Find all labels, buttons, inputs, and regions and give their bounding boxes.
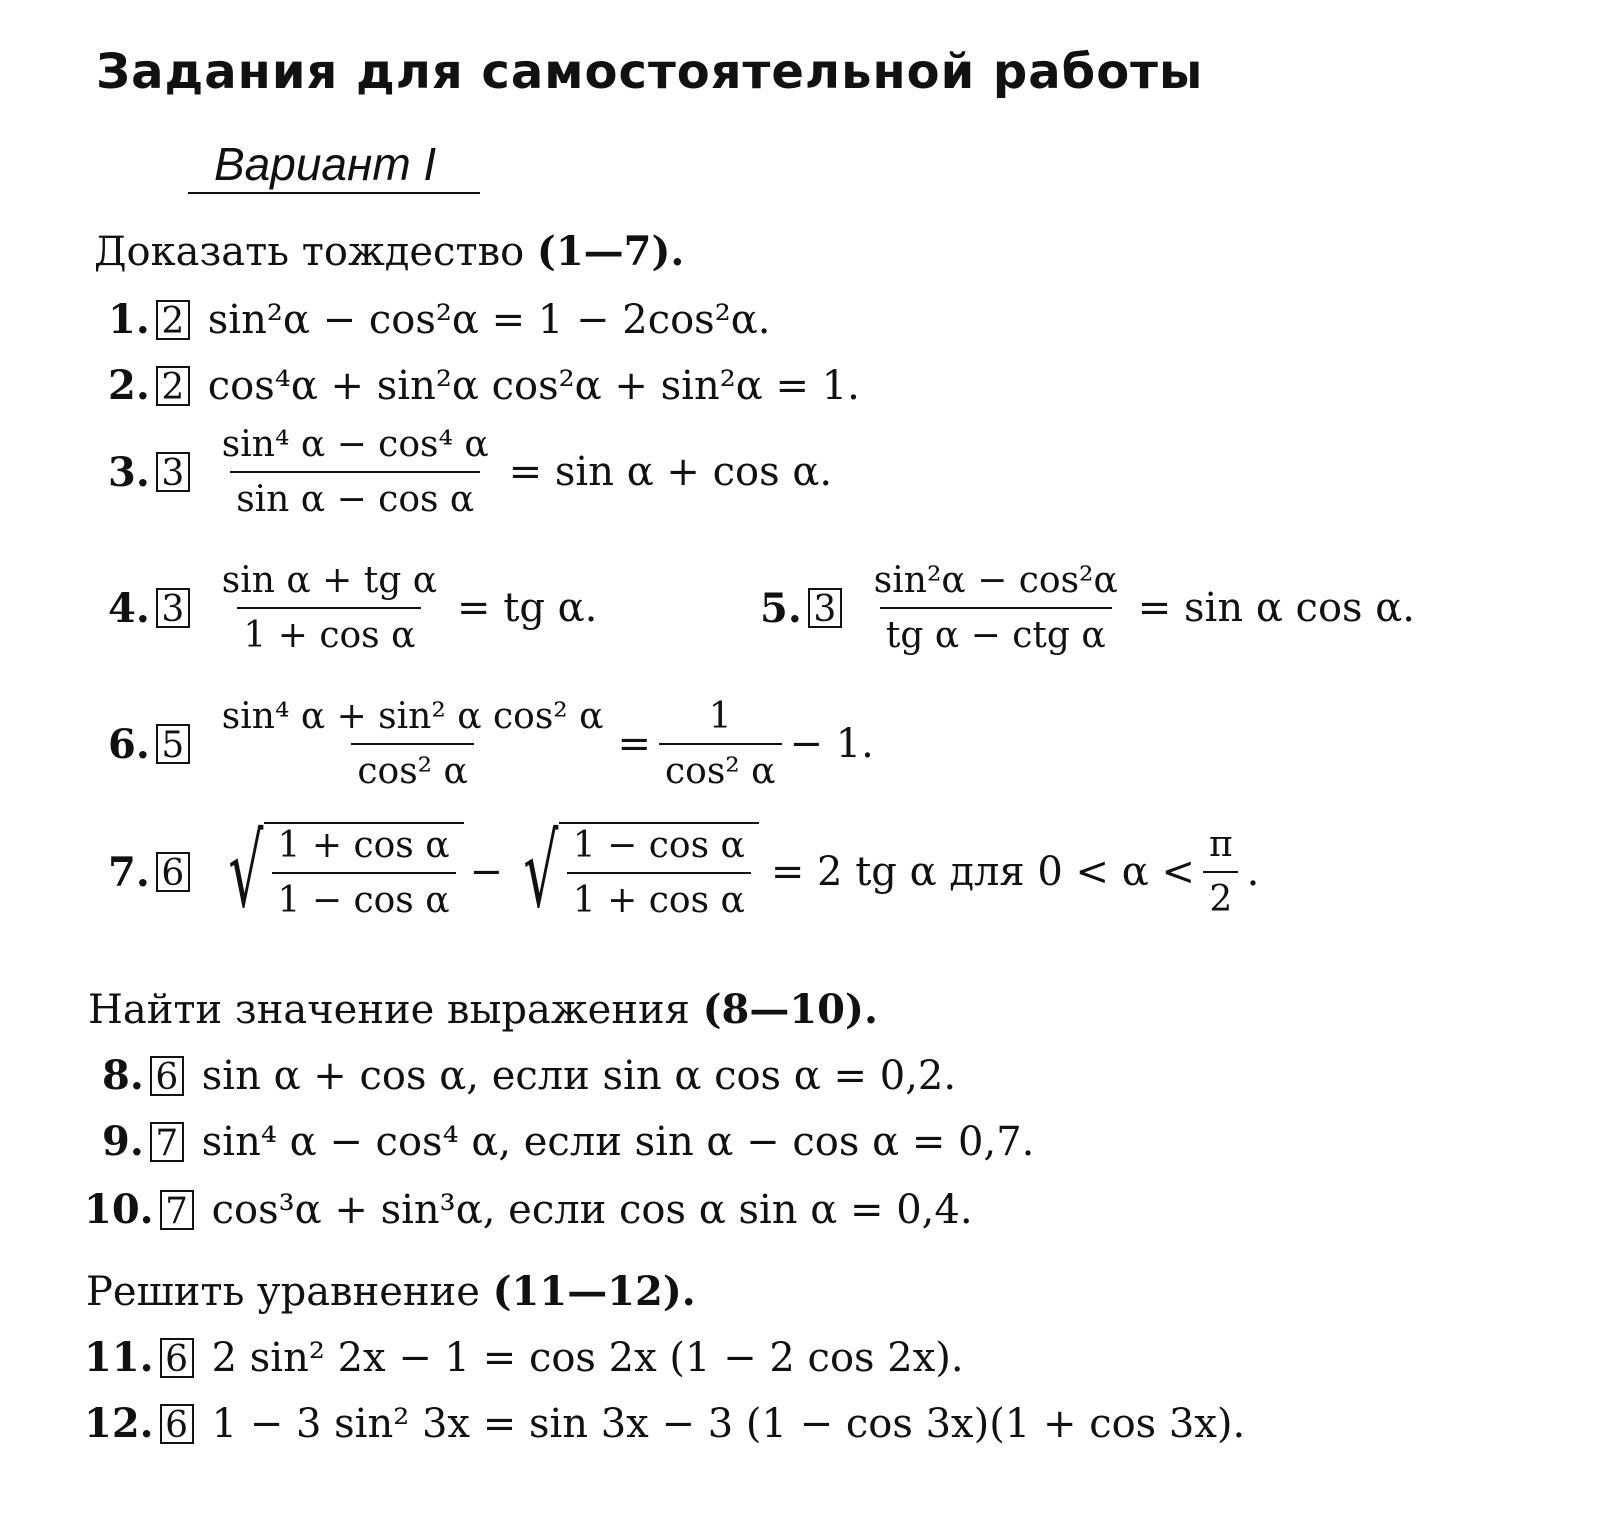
section-range: (11—12).: [492, 1268, 696, 1315]
section-heading-text: Найти значение выражения: [88, 987, 690, 1033]
task-expression: 2 sin² 2x − 1 = cos 2x (1 − 2 cos 2x).: [211, 1334, 964, 1381]
fraction: [567, 825, 751, 921]
task-7: [108, 813, 1260, 930]
task-expression: sin α + cos α, если sin α cos α = 0,2.: [201, 1052, 957, 1099]
task-end: .: [1246, 849, 1260, 895]
section-range: (8—10).: [702, 986, 878, 1033]
difficulty-box: 7: [160, 1190, 194, 1230]
difficulty-box: 3: [156, 588, 190, 628]
task-10: [84, 1186, 973, 1233]
fraction-second: [659, 696, 782, 792]
fraction-numerator: π: [1208, 824, 1233, 865]
minus-sign: −: [469, 849, 504, 895]
difficulty-box: 6: [160, 1338, 194, 1378]
task-rest: = sin α cos α.: [1137, 585, 1416, 631]
task-6: [108, 696, 874, 792]
fraction-numerator: 1: [708, 696, 732, 737]
fraction-pi-half: [1203, 824, 1239, 920]
section-heading-evaluate: [88, 986, 878, 1033]
radical-icon: √: [523, 813, 559, 930]
section-heading-text: Решить уравнение: [86, 1269, 480, 1315]
fraction-denominator: 2: [1203, 871, 1238, 920]
task-4: [108, 560, 597, 656]
radical-icon: √: [228, 813, 264, 930]
task-number: 9.: [102, 1118, 144, 1165]
task-number: 6.: [108, 720, 150, 768]
difficulty-box: 2: [156, 300, 190, 340]
task-number: 4.: [108, 584, 150, 632]
task-rest: = 2 tg α для 0 < α <: [770, 849, 1195, 895]
fraction-numerator: sin⁴ α − cos⁴ α: [221, 424, 489, 465]
task-expression: 1 − 3 sin² 3x = sin 3x − 3 (1 − cos 3x)(1 + cos 3x).: [211, 1400, 1246, 1447]
radicand: [264, 822, 464, 922]
task-number: 11.: [84, 1334, 154, 1381]
fraction-denominator: 1 + cos α: [237, 607, 421, 656]
fraction: [272, 825, 456, 921]
fraction-denominator: cos² α: [659, 743, 782, 792]
task-number: 7.: [108, 848, 150, 896]
task-number: 10.: [84, 1186, 154, 1233]
fraction: [216, 696, 610, 792]
task-12: [84, 1400, 1245, 1447]
task-number: 8.: [102, 1052, 144, 1099]
fraction: [216, 424, 495, 520]
task-expression: sin²α − cos²α = 1 − 2cos²α.: [207, 296, 771, 343]
task-2: [108, 362, 860, 409]
fraction-numerator: 1 − cos α: [572, 825, 745, 866]
fraction-denominator: tg α − ctg α: [880, 607, 1112, 656]
page-title: Задания для самостоятельной работы: [96, 44, 1204, 100]
section-range: (1—7).: [536, 228, 685, 275]
section-heading-solve: [86, 1268, 696, 1315]
task-rest: = sin α + cos α.: [508, 449, 833, 495]
radicand: [559, 822, 759, 922]
equals-sign: =: [617, 721, 651, 767]
difficulty-box: 6: [160, 1404, 194, 1444]
task-expression: sin⁴ α − cos⁴ α, если sin α − cos α = 0,7.: [201, 1118, 1035, 1165]
difficulty-box: 6: [156, 852, 190, 892]
task-8: [102, 1052, 956, 1099]
task-rest: − 1.: [789, 721, 874, 767]
task-expression: cos³α + sin³α, если cos α sin α = 0,4.: [211, 1186, 973, 1233]
difficulty-box: 3: [808, 588, 842, 628]
difficulty-box: 6: [150, 1056, 184, 1096]
task-number: 12.: [84, 1400, 154, 1447]
square-root: [214, 813, 464, 930]
task-5: [760, 560, 1415, 656]
variant-label: Вариант I: [188, 136, 480, 194]
task-number: 5.: [760, 584, 802, 632]
difficulty-box: 2: [156, 366, 190, 406]
task-11: [84, 1334, 964, 1381]
task-9: [102, 1118, 1034, 1165]
fraction-denominator: 1 + cos α: [567, 872, 751, 921]
difficulty-box: 3: [156, 452, 190, 492]
task-number: 3.: [108, 448, 150, 496]
fraction-denominator: sin α − cos α: [230, 471, 480, 520]
fraction-numerator: sin⁴ α + sin² α cos² α: [221, 696, 604, 737]
task-expression: cos⁴α + sin²α cos²α + sin²α = 1.: [207, 362, 860, 409]
section-heading-prove: [94, 228, 684, 275]
section-heading-text: Доказать тождество: [94, 229, 525, 275]
task-number: 2.: [108, 362, 150, 409]
fraction-numerator: 1 + cos α: [277, 825, 450, 866]
task-rest: = tg α.: [457, 585, 598, 631]
difficulty-box: 5: [156, 724, 190, 764]
square-root-second: [509, 813, 759, 930]
task-3: [108, 424, 832, 520]
difficulty-box: 7: [150, 1122, 184, 1162]
fraction: [216, 560, 443, 656]
task-1: [108, 296, 770, 343]
fraction-numerator: sin²α − cos²α: [873, 560, 1118, 601]
fraction-denominator: 1 − cos α: [272, 872, 456, 921]
fraction-numerator: sin α + tg α: [221, 560, 438, 601]
task-number: 1.: [108, 296, 150, 343]
fraction-denominator: cos² α: [351, 743, 474, 792]
fraction: [868, 560, 1124, 656]
